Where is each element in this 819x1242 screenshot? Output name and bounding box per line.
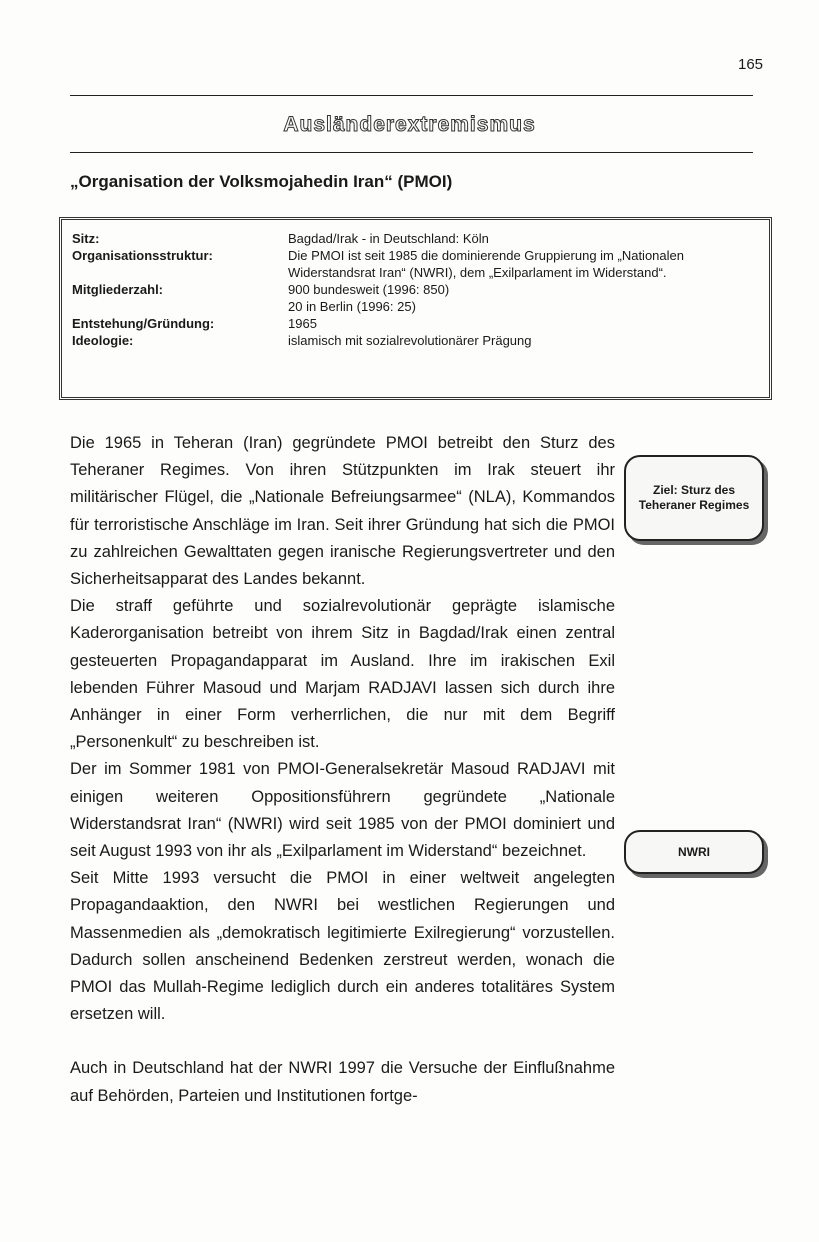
info-value: islamisch mit sozialrevolutionärer Prägung [288,333,532,348]
info-value: 900 bundesweit (1996: 850) [288,282,450,297]
info-label: Entstehung/Gründung: [72,316,215,331]
info-row-founded [72,315,757,332]
info-value: 1965 [288,316,317,331]
body-text [70,430,615,1110]
info-label: Ideologie: [72,333,134,348]
info-value: Die PMOI ist seit 1985 die dominierende Gruppierung im „Nationalen Widerstandsrat Iran“ (NWRI), dem „Exilparlament im Widerstand“. [288,248,684,280]
info-value: 20 in Berlin (1996: 25) [288,299,416,314]
margin-note-goal [624,455,764,541]
info-row-members-berlin [72,298,757,315]
info-row-structure [72,247,757,281]
paragraph: Seit Mitte 1993 versucht die PMOI in einer weltweit angelegten Propagandaaktion, den NWRI bei westlichen Regierungen und Massenmedien als „demokratisch legitimierte Exilregierung“ vorzustellen. Dadurch sollen anscheinend Bedenken zerstreut werden, wonach die PMOI das Mullah-Regime lediglich durch ein anderes totalitäres System ersetzen will. [70,869,615,1024]
section-title-rule [70,152,753,153]
info-label: Organisationsstruktur: [72,248,213,263]
info-box [59,217,772,400]
info-row-ideology [72,332,757,349]
paragraph: Auch in Deutschland hat der NWRI 1997 die Versuche der Einflußnahme auf Behörden, Parteien und Institutionen fortge- [70,1059,615,1105]
org-heading: „Organisation der Volksmojahedin Iran“ (PMOI) [70,172,453,191]
info-row-members [72,281,757,298]
info-label [72,298,288,315]
margin-note-goal-text: Ziel: Sturz des Teheraner Regimes [638,483,750,512]
top-rule [70,95,753,96]
margin-note-nwri-text: NWRI [678,844,710,859]
paragraph: Die straff geführte und sozialrevolutionär geprägte islamische Kaderorganisation betreibt von ihrem Sitz in Bagdad/Irak einen zentral gesteuerten Propagandapparat im Ausland. Ihre im irakischen Exil lebenden Führer Masoud und Marjam RADJAVI lassen sich durch ihre Anhänger in einer Form verherrlichen, die nur mit dem Begriff „Personenkult“ zu beschreiben ist. [70,597,615,752]
page-number: 165 [738,56,764,73]
info-value: Bagdad/Irak - in Deutschland: Köln [288,231,489,246]
info-row-sitz [72,230,757,247]
margin-note-nwri [624,830,764,874]
paragraph: Der im Sommer 1981 von PMOI-Generalsekretär Masoud RADJAVI mit einigen weiteren Oppositionsführern gegründete „Nationale Widerstandsrat Iran“ (NWRI) wird seit 1985 von der PMOI dominiert und seit August 1993 von ihr als „Exilparlament im Widerstand“ bezeichnet. [70,760,615,861]
info-label: Mitgliederzahl: [72,282,164,297]
paragraph: Die 1965 in Teheran (Iran) gegründete PMOI betreibt den Sturz des Teheraner Regimes. Von ihren Stützpunkten im Irak steuert ihr militärischer Flügel, die „Nationale Befreiungsarmee“ (NLA), Kommandos für terroristische Anschläge im Iran. Seit ihrer Gründung hat sich die PMOI zu zahlreichen Gewalttaten gegen iranische Regierungsvertreter und den Sicherheitsapparat des Landes bekannt. [70,434,615,589]
section-title: Ausländerextremismus [283,113,536,136]
info-label: Sitz: [72,231,100,246]
